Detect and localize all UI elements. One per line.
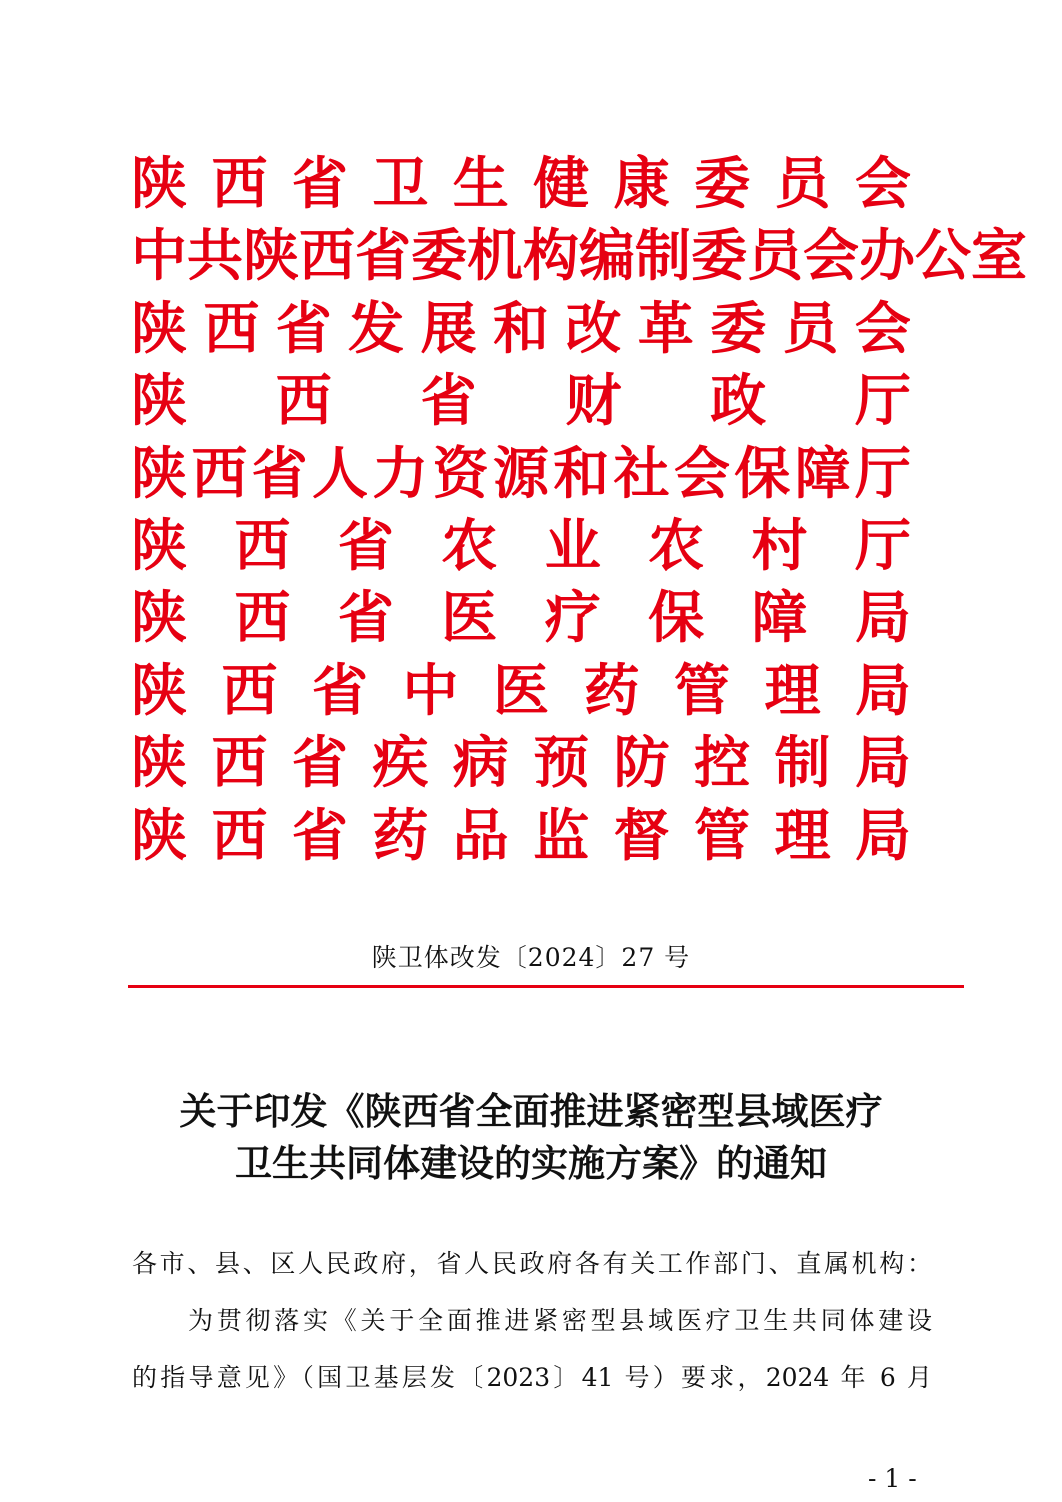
document-title (0, 1085, 1062, 1189)
title-line-2: 卫生共同体建设的实施方案》的通知 (235, 1141, 827, 1185)
issuer-char: 生 (452, 151, 509, 217)
issuer-char: 保 (734, 440, 791, 507)
issuer-char: 西 (275, 368, 332, 435)
issuer-char: 疗 (544, 585, 601, 652)
issuer-char: 药 (583, 657, 640, 724)
issuer-char: 发 (348, 295, 405, 362)
issuer-char: 业 (544, 512, 601, 579)
issuer-char: 陕 (131, 440, 187, 507)
issuer-char: 力 (372, 440, 429, 507)
issuer-char: 西 (203, 295, 260, 362)
issuer-char: 员 (782, 295, 839, 362)
issuer-char: 监 (533, 802, 590, 869)
issuer-char: 制 (635, 223, 691, 290)
issuer-char: 员 (774, 151, 831, 217)
issuer-line (131, 438, 911, 510)
issuer-char: 省 (355, 223, 411, 290)
issuer-char: 会 (854, 295, 911, 362)
issuer-char: 机 (467, 223, 523, 290)
issuer-char: 省 (337, 585, 394, 652)
issuer-char: 委 (691, 223, 747, 290)
issuer-char: 西 (234, 585, 291, 652)
issuer-char: 和 (492, 295, 549, 362)
document-number: 陕卫体改发〔2024〕27 号 (371, 943, 691, 972)
issuer-char: 办 (859, 223, 915, 290)
issuer-char: 局 (854, 730, 911, 797)
issuer-char: 省 (337, 512, 394, 579)
page-number: - 1 - (868, 1464, 917, 1493)
issuer-char: 陕 (131, 585, 187, 652)
issuer-char: 障 (794, 440, 851, 507)
issuer-char: 厅 (854, 368, 911, 435)
issuer-char: 品 (452, 802, 509, 869)
issuer-char: 陕 (243, 223, 299, 290)
issuer-char: 控 (694, 730, 751, 797)
issuer-line (131, 220, 1027, 292)
issuer-char: 疾 (372, 730, 429, 797)
issuer-char: 人 (311, 440, 368, 507)
issuer-char: 督 (613, 802, 670, 869)
issuer-char: 编 (579, 223, 635, 290)
issuer-char: 农 (648, 512, 705, 579)
document-body (132, 1244, 932, 1415)
issuer-line (131, 582, 911, 654)
issuer-char: 省 (291, 802, 348, 869)
issuer-char: 陕 (131, 802, 187, 869)
issuer-char: 陕 (131, 730, 187, 797)
issuer-char: 资 (432, 440, 489, 507)
issuer-char: 康 (613, 151, 670, 217)
issuer-char: 展 (420, 295, 477, 362)
issuer-char: 革 (637, 295, 694, 362)
issuer-char: 管 (674, 657, 730, 724)
issuer-char: 局 (855, 657, 911, 724)
issuer-char: 源 (492, 440, 549, 507)
issuer-char: 会 (854, 151, 911, 217)
issuer-char: 员 (747, 223, 803, 290)
issuer-char: 陕 (131, 151, 187, 217)
paragraph-line-2: 的指导意见》（国卫基层发〔2023〕41 号）要求，2024 年 6 月 (132, 1363, 932, 1392)
issuer-char: 省 (251, 440, 308, 507)
paragraph-line-1: 为贯彻落实《关于全面推进紧密型县域医疗卫生共同体建设 (188, 1306, 932, 1335)
issuer-char: 管 (694, 802, 751, 869)
issuer-char: 省 (291, 151, 348, 217)
issuer-line (131, 365, 911, 437)
issuer-char: 西 (299, 223, 355, 290)
issuer-line (131, 655, 911, 727)
issuer-char: 改 (565, 295, 622, 362)
issuer-char: 制 (774, 730, 831, 797)
red-divider-line (128, 985, 964, 988)
issuer-char: 西 (211, 802, 268, 869)
issuer-char: 中 (402, 657, 459, 724)
issuer-char: 政 (710, 368, 767, 435)
issuer-char: 局 (854, 802, 911, 869)
recipients-line: 各市、县、区人民政府，省人民政府各有关工作部门、直属机构： (132, 1249, 932, 1278)
issuer-char: 西 (191, 440, 248, 507)
issuer-char: 陕 (131, 295, 187, 362)
issuer-char: 会 (803, 223, 859, 290)
issuer-char: 构 (523, 223, 579, 290)
issuer-char: 和 (553, 440, 610, 507)
issuer-char: 省 (275, 295, 332, 362)
issuer-char: 保 (648, 585, 705, 652)
title-line-1: 关于印发《陕西省全面推进紧密型县域医疗 (179, 1089, 883, 1133)
issuer-char: 医 (441, 585, 498, 652)
issuer-char: 社 (613, 440, 670, 507)
issuer-header (131, 148, 1027, 872)
issuer-line (131, 293, 911, 365)
issuer-char: 省 (420, 368, 477, 435)
issuer-line (131, 510, 911, 582)
issuer-char: 省 (291, 730, 348, 797)
issuer-char: 委 (710, 295, 767, 362)
issuer-char: 病 (452, 730, 509, 797)
issuer-char: 陕 (131, 512, 187, 579)
issuer-char: 预 (533, 730, 590, 797)
issuer-char: 陕 (131, 657, 187, 724)
issuer-char: 障 (751, 585, 808, 652)
issuer-line (131, 148, 911, 220)
issuer-char: 西 (234, 512, 291, 579)
issuer-char: 局 (854, 585, 911, 652)
issuer-char: 卫 (372, 151, 429, 217)
issuer-char: 室 (971, 223, 1027, 290)
issuer-char: 西 (221, 657, 278, 724)
issuer-char: 药 (372, 802, 429, 869)
issuer-char: 防 (613, 730, 670, 797)
issuer-char: 共 (187, 223, 243, 290)
issuer-char: 委 (694, 151, 751, 217)
issuer-char: 厅 (854, 440, 911, 507)
issuer-char: 财 (565, 368, 622, 435)
issuer-char: 理 (764, 657, 821, 724)
issuer-char: 西 (211, 730, 268, 797)
issuer-char: 西 (211, 151, 268, 217)
issuer-char: 厅 (854, 512, 911, 579)
issuer-char: 医 (493, 657, 549, 724)
issuer-line (131, 727, 911, 799)
issuer-char: 中 (131, 223, 187, 290)
issuer-line (131, 800, 911, 872)
issuer-char: 省 (312, 657, 368, 724)
issuer-char: 委 (411, 223, 467, 290)
issuer-char: 陕 (131, 368, 187, 435)
issuer-char: 村 (751, 512, 808, 579)
issuer-char: 理 (774, 802, 831, 869)
issuer-char: 农 (441, 512, 498, 579)
issuer-char: 健 (533, 151, 590, 217)
issuer-char: 会 (673, 440, 730, 507)
issuer-char: 公 (915, 223, 971, 290)
